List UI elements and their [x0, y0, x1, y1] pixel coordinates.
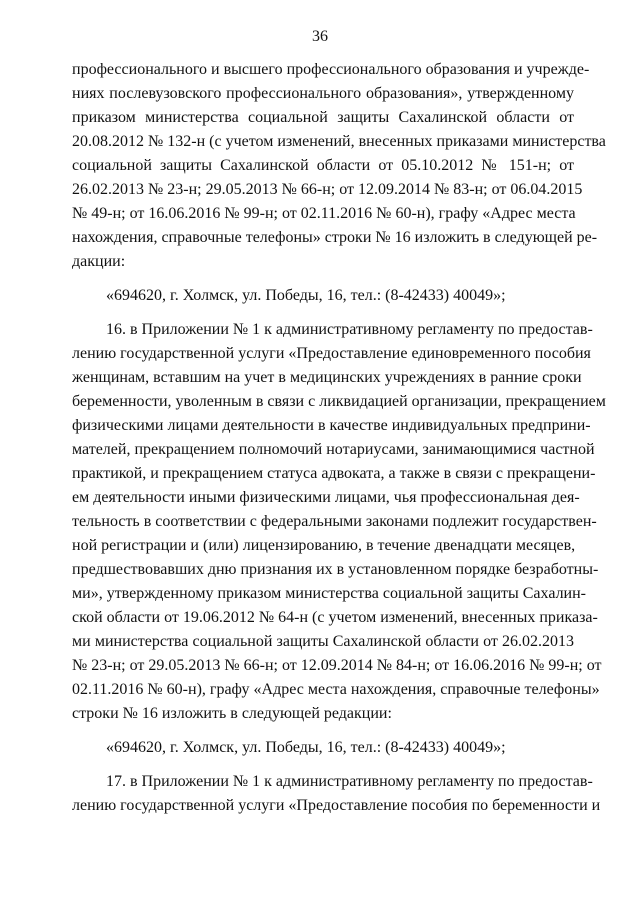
text-line: ми министерства социальной защиты Сахалинской области от 26.02.2013	[72, 633, 574, 650]
text-line: беременности, уволенным в связи с ликвидацией организации, прекращением	[72, 393, 606, 410]
text-line: лению государственной услуги «Предоставление пособия по беременности и	[72, 797, 601, 814]
paragraph-17-start: 17. в Приложении № 1 к административному регламенту по предостав-	[106, 773, 593, 790]
page-number: 36	[312, 28, 328, 45]
paragraph-16-start: 16. в Приложении № 1 к административному регламенту по предостав-	[106, 321, 593, 338]
text-line: ной регистрации и (или) лицензированию, в течение двенадцати месяцев,	[72, 537, 576, 554]
address-line: «694620, г. Холмск, ул. Победы, 16, тел.: (8-42433) 40049»;	[106, 739, 506, 756]
text-line: физическими лицами деятельности в качестве индивидуальных предприни-	[72, 417, 591, 434]
text-line: строки № 16 изложить в следующей редакции:	[72, 705, 392, 722]
text-line: № 23-н; от 29.05.2013 № 66-н; от 12.09.2014 № 84-н; от 16.06.2016 № 99-н; от	[72, 657, 602, 674]
text-line: приказом министерства социальной защиты Сахалинской области от	[72, 109, 574, 126]
text-line: дакции:	[72, 253, 126, 270]
text-line: лению государственной услуги «Предоставление единовременного пособия	[72, 345, 591, 362]
text-line: мателей, прекращением полномочий нотариусами, занимающимися частной	[72, 441, 595, 458]
text-line: ской области от 19.06.2012 № 64-н (с учетом изменений, внесенных приказа-	[72, 609, 598, 626]
text-line: 20.08.2012 № 132-н (с учетом изменений, внесенных приказами министерства	[72, 133, 606, 150]
address-line: «694620, г. Холмск, ул. Победы, 16, тел.: (8-42433) 40049»;	[106, 287, 506, 304]
text-line: социальной защиты Сахалинской области от 05.10.2012 № 151-н; от	[72, 157, 574, 174]
text-line: тельность в соответствии с федеральными законами подлежит государствен-	[72, 513, 597, 530]
text-line: ниях послевузовского профессионального образования», утвержденному	[72, 85, 574, 102]
text-line: 02.11.2016 № 60-н), графу «Адрес места нахождения, справочные телефоны»	[72, 681, 600, 698]
text-line: нахождения, справочные телефоны» строки № 16 изложить в следующей ре-	[72, 229, 598, 246]
text-line: № 49-н; от 16.06.2016 № 99-н; от 02.11.2016 № 60-н), графу «Адрес места	[72, 205, 576, 222]
text-line: предшествовавших дню признания их в установленном порядке безработны-	[72, 561, 599, 578]
text-line: ми», утвержденному приказом министерства социальной защиты Сахалин-	[72, 585, 586, 602]
text-line: профессионального и высшего профессионального образования и учрежде-	[72, 61, 590, 78]
text-line: ем деятельности иными физическими лицами, чья профессиональная дея-	[72, 489, 580, 506]
text-line: практикой, и прекращением статуса адвоката, а также в связи с прекращени-	[72, 465, 596, 482]
text-line: женщинам, вставшим на учет в медицинских учреждениях в ранние сроки	[72, 369, 582, 386]
text-line: 26.02.2013 № 23-н; 29.05.2013 № 66-н; от 12.09.2014 № 83-н; от 06.04.2015	[72, 181, 583, 198]
